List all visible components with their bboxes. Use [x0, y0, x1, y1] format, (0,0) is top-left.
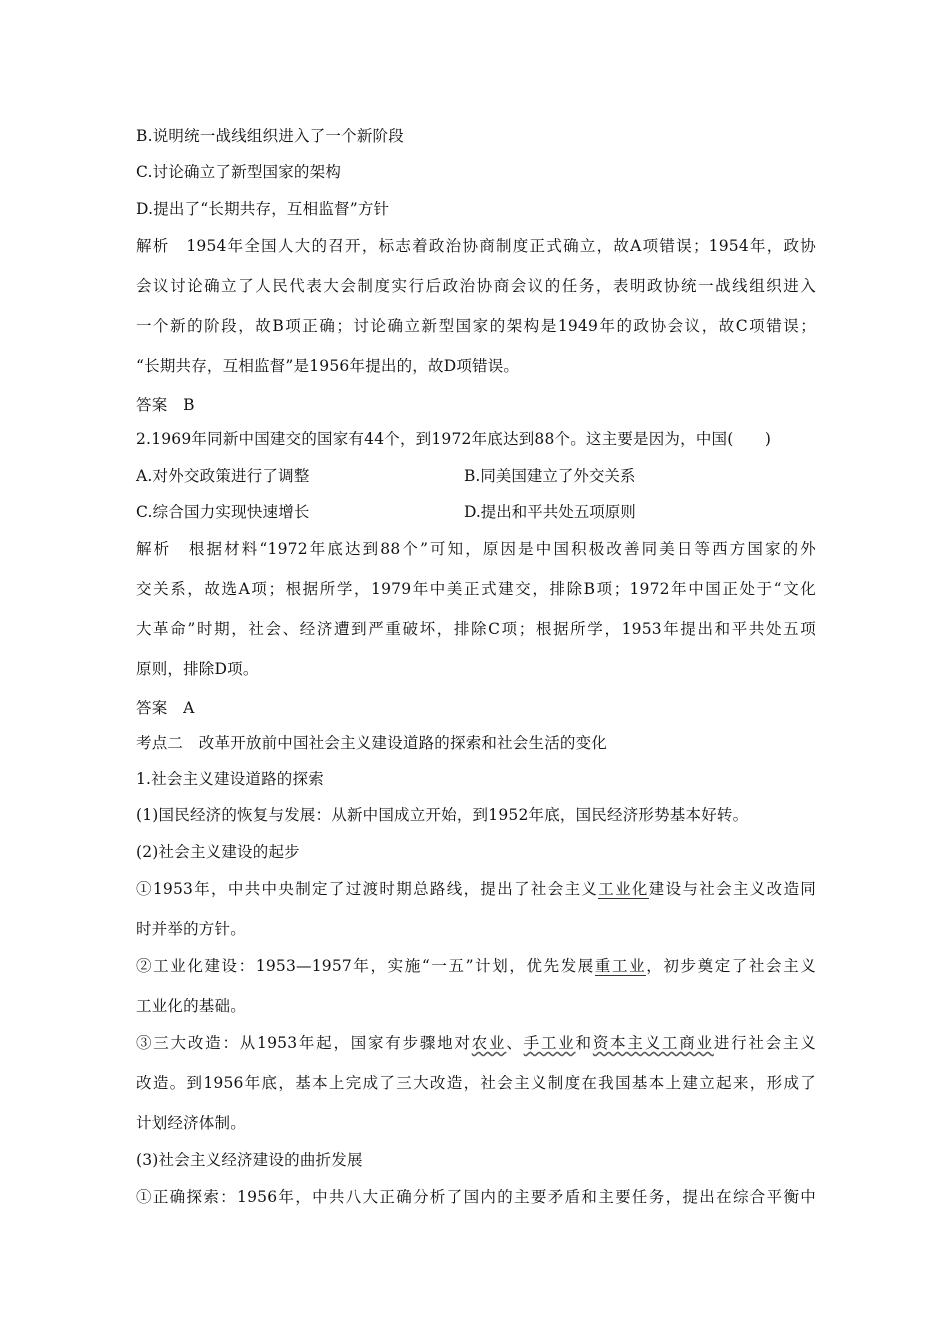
q2-option-a: A.对外交政策进行了调整	[136, 467, 310, 485]
q2-option-d: D.提出和平共处五项原则	[464, 503, 636, 521]
paragraph-line: 改造。到1956年底，基本上完成了三大改造，社会主义制度在我国基本上建立起来，形成了	[136, 1074, 816, 1092]
underlined-term: 手工业	[523, 1034, 576, 1052]
section-title: 考点二 改革开放前中国社会主义建设道路的探索和社会生活的变化	[136, 734, 608, 752]
q2-stem: 2.1969年同新中国建交的国家有44个，到1972年底达到88个。这主要是因为，中国( )	[136, 430, 772, 448]
underlined-term: 农业	[471, 1034, 507, 1052]
paragraph-line: 计划经济体制。	[136, 1114, 246, 1132]
q1-option-b: B.说明统一战线组织进入了一个新阶段	[136, 127, 404, 145]
underlined-term: 重工业	[594, 957, 647, 975]
q1-analysis-line: 会议讨论确立了人民代表大会制度实行后政治协商会议的任务，表明政协统一战线组织进入	[136, 277, 816, 295]
q1-analysis-line: 一个新的阶段，故B项正确；讨论确立新型国家的架构是1949年的政协会议，故C项错误；	[136, 317, 816, 335]
paragraph-line	[136, 956, 816, 976]
text-run: 进行社会主义	[713, 1034, 817, 1052]
underlined-term: 工业化	[598, 880, 649, 898]
text-run: 和	[575, 1034, 593, 1052]
text-run: ，初步奠定了社会主义	[646, 957, 816, 975]
q1-analysis-line: “长期共存，互相监督”是1956年提出的，故D项错误。	[136, 357, 520, 375]
q1-option-d: D.提出了“长期共存，互相监督”方针	[136, 200, 390, 218]
paragraph-heading: (3)社会主义经济建设的曲折发展	[136, 1151, 363, 1169]
q2-answer: 答案 A	[136, 699, 195, 717]
text-run: ③三大改造：从1953年起，国家有步骤地对	[136, 1034, 472, 1052]
q2-analysis-line: 原则，排除D项。	[136, 660, 259, 678]
text-run: ②工业化建设：1953—1957年，实施“一五”计划，优先发展	[136, 957, 595, 975]
q2-option-c: C.综合国力实现快速增长	[136, 503, 310, 521]
text-run: ①1953年，中共中央制定了过渡时期总路线，提出了社会主义	[136, 880, 599, 898]
q1-answer: 答案 B	[136, 396, 195, 414]
q1-analysis-line: 解析 1954年全国人大的召开，标志着政治协商制度正式确立，故A项错误；1954年，政协	[136, 237, 816, 255]
paragraph: (1)国民经济的恢复与发展：从新中国成立开始，到1952年底，国民经济形势基本好转。	[136, 806, 749, 824]
paragraph-line: ①正确探索：1956年，中共八大正确分析了国内的主要矛盾和主要任务，提出在综合平衡中	[136, 1188, 816, 1206]
subsection-heading: 1.社会主义建设道路的探索	[136, 770, 324, 788]
q1-option-c: C.讨论确立了新型国家的架构	[136, 163, 342, 181]
paragraph-line	[136, 1033, 816, 1053]
paragraph-line	[136, 879, 816, 899]
q2-option-b: B.同美国建立了外交关系	[464, 467, 636, 485]
paragraph-heading: (2)社会主义建设的起步	[136, 843, 300, 861]
paragraph-line: 时并举的方针。	[136, 920, 246, 938]
q2-analysis-line: 解析 根据材料“1972年底达到88个”可知，原因是中国积极改善同美日等西方国家的外	[136, 540, 816, 558]
underlined-term: 资本主义工商业	[592, 1034, 714, 1052]
text-run: 、	[506, 1034, 524, 1052]
paragraph-line: 工业化的基础。	[136, 997, 246, 1015]
q2-analysis-line: 大革命”时期，社会、经济遭到严重破坏，排除C项；根据所学，1953年提出和平共处五项	[136, 620, 816, 638]
q2-analysis-line: 交关系，故选A项；根据所学，1979年中美正式建交，排除B项；1972年中国正处于“文化	[136, 580, 816, 598]
text-run: 建设与社会主义改造同	[648, 880, 816, 898]
